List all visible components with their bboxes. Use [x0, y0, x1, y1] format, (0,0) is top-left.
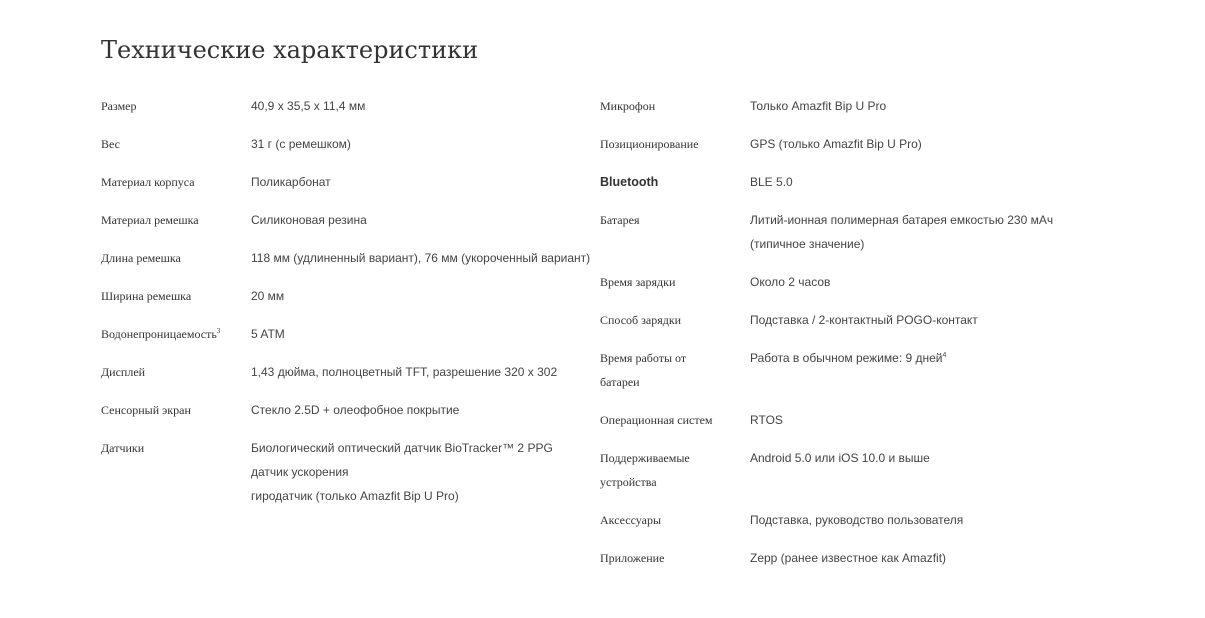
spec-value-text: Работа в обычном режиме: 9 дней [750, 351, 943, 365]
spec-value: Zepp (ранее известное как Amazfit) [750, 551, 947, 565]
spec-value: 5 ATM [251, 327, 285, 341]
spec-row-display [101, 360, 591, 384]
spec-value: RTOS [750, 413, 783, 427]
spec-label-line: Поддерживаемые [600, 451, 690, 465]
spec-label: Сенсорный экран [101, 403, 191, 417]
spec-label: Батарея [600, 213, 640, 227]
spec-row-os [600, 408, 1080, 432]
spec-row-supported-devices [600, 446, 1080, 494]
spec-value: Около 2 часов [750, 275, 831, 289]
spec-row-app [600, 546, 1080, 570]
specs-column-right [600, 94, 1080, 584]
spec-row-strap-width [101, 284, 591, 308]
page-title: Технические характеристики [101, 36, 479, 64]
spec-label: Дисплей [101, 365, 146, 379]
spec-row-touchscreen [101, 398, 591, 422]
spec-value [251, 436, 591, 508]
spec-label-line: устройства [600, 475, 657, 489]
spec-label: Ширина ремешка [101, 289, 192, 303]
spec-label-line: батареи [600, 375, 640, 389]
spec-row-battery-life [600, 346, 1080, 394]
spec-label: Длина ремешка [101, 251, 181, 265]
spec-row-charging-method [600, 308, 1080, 332]
spec-label [101, 322, 251, 346]
spec-value: 1,43 дюйма, полноцветный TFT, разрешение 320 x 302 [251, 365, 558, 379]
spec-label-text: Водонепроницаемость [101, 327, 217, 341]
spec-row-battery [600, 208, 1080, 256]
spec-value: 40,9 x 35,5 x 11,4 мм [251, 99, 366, 113]
spec-value-line: гиродатчик (только Amazfit Bip U Pro) [251, 489, 459, 503]
spec-label: Время зарядки [600, 275, 676, 289]
spec-value-line: Литий-ионная полимерная батарея емкостью 230 мАч [750, 213, 1054, 227]
spec-row-size [101, 94, 591, 118]
spec-value: 31 г (с ремешком) [251, 137, 351, 151]
spec-label: Bluetooth [600, 175, 659, 189]
spec-row-water-resistance [101, 322, 591, 346]
spec-row-case-material [101, 170, 591, 194]
footnote-marker: 4 [942, 352, 947, 359]
spec-label: Материал ремешка [101, 213, 199, 227]
spec-row-strap-length [101, 246, 591, 270]
footnote-marker: 3 [216, 327, 221, 335]
spec-label: Вес [101, 137, 120, 151]
spec-label: Операционная систем [600, 413, 713, 427]
spec-label: Приложение [600, 551, 665, 565]
spec-label: Материал корпуса [101, 175, 195, 189]
spec-value: Только Amazfit Bip U Pro [750, 99, 887, 113]
spec-row-charging-time [600, 270, 1080, 294]
spec-row-strap-material [101, 208, 591, 232]
spec-value: Стекло 2.5D + олеофобное покрытие [251, 403, 460, 417]
spec-value: Подставка / 2-контактный POGO-контакт [750, 313, 978, 327]
spec-value: Android 5.0 или iOS 10.0 и выше [750, 451, 930, 465]
spec-value: GPS (только Amazfit Bip U Pro) [750, 137, 922, 151]
spec-label: Способ зарядки [600, 313, 682, 327]
spec-value: BLE 5.0 [750, 175, 793, 189]
spec-label: Аксессуары [600, 513, 662, 527]
spec-value: Подставка, руководство пользователя [750, 513, 964, 527]
spec-value [750, 346, 1080, 394]
spec-value: Поликарбонат [251, 175, 331, 189]
spec-label: Датчики [101, 441, 145, 455]
spec-value-line: датчик ускорения [251, 465, 349, 479]
spec-row-microphone [600, 94, 1080, 118]
specs-column-left [101, 94, 591, 522]
spec-row-bluetooth [600, 170, 1080, 194]
spec-row-accessories [600, 508, 1080, 532]
spec-value-line: (типичное значение) [750, 237, 865, 251]
spec-value-line: Биологический оптический датчик BioTracker™ 2 PPG [251, 441, 553, 455]
spec-label: Позиционирование [600, 137, 699, 151]
spec-row-weight [101, 132, 591, 156]
spec-value: 20 мм [251, 289, 285, 303]
spec-value: 118 мм (удлиненный вариант), 76 мм (укороченный вариант) [251, 251, 591, 265]
spec-label-line: Время работы от [600, 351, 687, 365]
spec-value [750, 208, 1080, 256]
spec-row-positioning [600, 132, 1080, 156]
spec-label [600, 446, 750, 494]
spec-label: Микрофон [600, 99, 656, 113]
spec-label [600, 346, 750, 394]
spec-value: Силиконовая резина [251, 213, 367, 227]
spec-row-sensors [101, 436, 591, 508]
spec-label: Размер [101, 99, 137, 113]
